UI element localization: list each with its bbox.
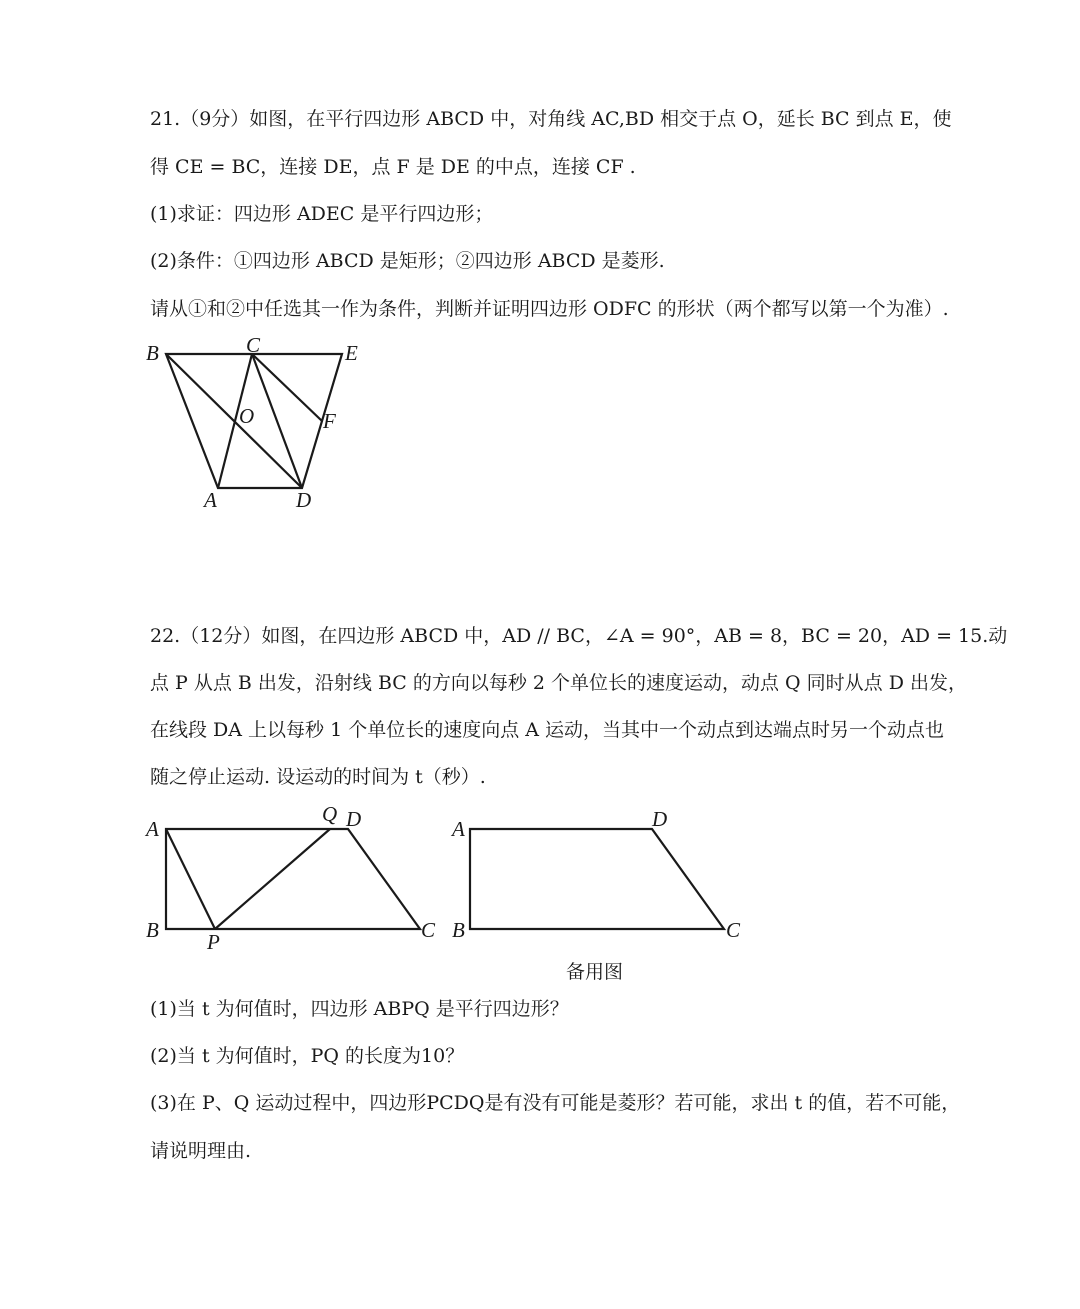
q22-fig1-label-C: C [421, 918, 436, 942]
q22-fig2-label-A: A [452, 817, 465, 841]
q21-part-2: (2)条件：①四边形 ABCD 是矩形；②四边形 ABCD 是菱形. [150, 250, 665, 272]
q22-fig2-label-C: C [726, 918, 741, 942]
spare-figure-caption: 备用图 [566, 961, 624, 983]
q22-fig1-label-B: B [146, 918, 159, 942]
q22-part-2: (2)当 t 为何值时，PQ 的长度为10？ [150, 1045, 465, 1067]
q21-label-B: B [146, 341, 159, 365]
q21-label-D: D [296, 488, 312, 512]
q22-part-1: (1)当 t 为何值时，四边形 ABPQ 是平行四边形？ [150, 998, 569, 1020]
q21-line-5: 请从①和②中任选其一作为条件，判断并证明四边形 ODFC 的形状（两个都写以第一个为准）. [150, 298, 949, 320]
q21-line-2: 得 CE = BC，连接 DE，点 F 是 DE 的中点，连接 CF . [150, 156, 636, 178]
q22-fig2-label-B: B [452, 918, 465, 942]
q22-part-3: (3)在 P、Q 运动过程中，四边形PCDQ是有没有可能是菱形？若可能，求出 t 的值，若不可能， [150, 1092, 961, 1114]
q21-part-1: (1)求证：四边形 ADEC 是平行四边形； [150, 203, 494, 225]
q22-line-4: 随之停止运动. 设运动的时间为 t（秒）. [150, 766, 486, 788]
q21-label-O: O [239, 404, 255, 428]
q21-label-E: E [345, 341, 358, 365]
q21-label-F: F [323, 409, 336, 433]
q22-line-2: 点 P 从点 B 出发，沿射线 BC 的方向以每秒 2 个单位长的速度运动，动点 Q 同时从点 D 出发， [150, 672, 967, 694]
q22-fig1-label-D: D [346, 807, 362, 831]
q22-part-3b: 请说明理由. [150, 1140, 252, 1162]
q22-line-3: 在线段 DA 上以每秒 1 个单位长的速度向点 A 运动，当其中一个动点到达端点时另一个动点也 [150, 719, 945, 741]
q21-label-A: A [204, 488, 217, 512]
q22-line-1: 22.（12分）如图，在四边形 ABCD 中，AD // BC，∠A = 90°，AB = 8，BC = 20，AD = 15.动 [150, 625, 1008, 647]
q22-fig1-label-Q: Q [322, 802, 338, 826]
q21-label-C: C [246, 333, 261, 357]
q21-line-1: 21.（9分）如图，在平行四边形 ABCD 中，对角线 AC,BD 相交于点 O，延长 BC 到点 E，使 [150, 108, 952, 130]
q22-fig1-label-P: P [207, 930, 220, 954]
q22-fig2-label-D: D [652, 807, 668, 831]
q22-fig1-label-A: A [146, 817, 159, 841]
